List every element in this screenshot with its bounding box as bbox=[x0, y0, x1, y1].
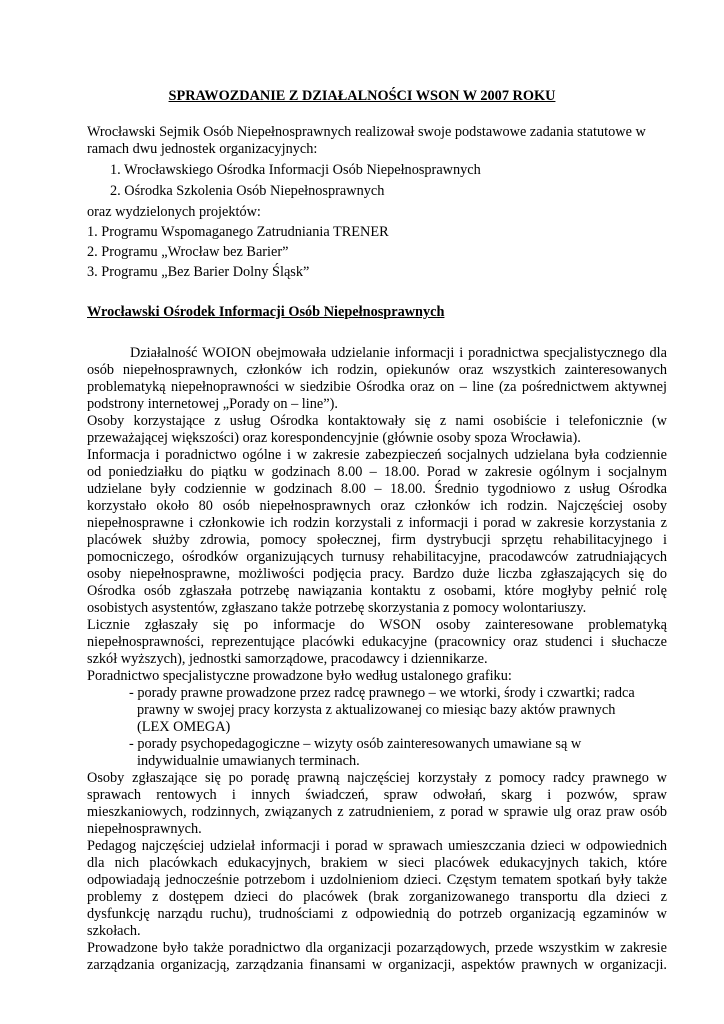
body-line: Działalność WOION obejmowała udzielanie informacji i poradnictwa specjalistycznego dla bbox=[130, 345, 667, 361]
body-line: przeważającej większości) oraz korespondencyjnie (głównie osoby spoza Wrocławia). bbox=[87, 430, 581, 446]
body-line: udzielane były codziennie w godzinach 8.00 – 18.00. Średnio tygodniowo z usług Ośrodka bbox=[87, 481, 667, 497]
project-item: 3. Programu „Bez Barier Dolny Śląsk” bbox=[87, 264, 310, 280]
body-line: szkół wyższych), jednostki samorządowe, pracodawcy i dziennikarze. bbox=[87, 651, 488, 667]
body-line: osoby niepełnosprawne, możliwości podjęcia pracy. Bardzo duże liczba zgłaszających się do bbox=[87, 566, 667, 582]
body-line: Osoby korzystające z usług Ośrodka kontaktowały się z nami osobiście i telefonicznie (w bbox=[87, 413, 667, 429]
body-line: dysfunkcję narządu ruchu), trudnościami z odpowiednią do potrzeb organizacją egzaminów w bbox=[87, 906, 667, 922]
body-line: Pedagog najczęściej udzielał informacji i porad w sprawach umieszczania dzieci w odpowiednich bbox=[87, 838, 667, 854]
body-line: korzystało około 80 osób niepełnosprawnych oraz członków ich rodzin. Najczęściej osoby bbox=[87, 498, 667, 514]
project-item: 1. Programu Wspomaganego Zatrudniania TRENER bbox=[87, 224, 389, 240]
list-item: - porady psychopedagogiczne – wizyty osób zainteresowanych umawiane są w bbox=[129, 736, 582, 752]
body-line: Informacja i poradnictwo ogólne i w zakresie zabezpieczeń socjalnych udzielana była codziennie bbox=[87, 447, 667, 463]
body-line: pomocniczego, ośrodków organizujących turnusy rehabilitacyjne, pracodawców zatrudniających bbox=[87, 549, 667, 565]
list-item: (LEX OMEGA) bbox=[137, 719, 231, 735]
unit-item: 2. Ośrodka Szkolenia Osób Niepełnosprawnych bbox=[110, 183, 385, 199]
body-line: Licznie zgłaszały się po informacje do WSON osoby zainteresowane problematyką bbox=[87, 617, 667, 633]
body-line: od poniedziałku do piątku w godzinach 8.00 – 18.00. Porad w zakresie ogólnym i socjalnym bbox=[87, 464, 667, 480]
body-line: placówek służby zdrowia, pomocy społecznej, firm dystrybucji sprzętu rehabilitacyjnego i bbox=[87, 532, 667, 548]
body-line: Poradnictwo specjalistyczne prowadzone było według ustalonego grafiku: bbox=[87, 668, 512, 684]
body-line: niepełnosprawnych. bbox=[87, 821, 202, 837]
list-item: indywidualnie umawianych terminach. bbox=[137, 753, 360, 769]
body-line: niepełnosprawne i członkowie ich rodzin korzystali z informacji i porad w zakresie korzystania z bbox=[87, 515, 667, 531]
body-line: problemy z dostępem dzieci do placówek (brak zorganizowanego transportu dla dzieci z bbox=[87, 889, 667, 905]
unit-item: 1. Wrocławskiego Ośrodka Informacji Osób Niepełnosprawnych bbox=[110, 162, 481, 178]
body-line: podstrony internetowej „Porady on – line”). bbox=[87, 396, 338, 412]
intro-line: ramach dwu jednostek organizacyjnych: bbox=[87, 141, 318, 157]
body-line: osobistych asystentów, zgłaszano także potrzebę skorzystania z pomocy wolontariuszy. bbox=[87, 600, 587, 616]
body-line: mieszkaniowych, rodzinnych, związanych z zatrudnieniem, z porad w sprawie ulg oraz praw osób bbox=[87, 804, 667, 820]
body-line: zarządzania organizacją, zarządzania finansami w organizacji, aspektów prawnych w organizacji. bbox=[87, 957, 667, 973]
body-line: osób niepełnosprawnych, członków ich rodzin, opiekunów oraz wszystkich zainteresowanych bbox=[87, 362, 667, 378]
section-heading: Wrocławski Ośrodek Informacji Osób Niepełnosprawnych bbox=[87, 304, 445, 320]
list-item: prawny w swojej pracy korzysta z aktualizowanej co miesiąc bazy aktów prawnych bbox=[137, 702, 616, 718]
list-item: - porady prawne prowadzone przez radcę prawnego – we wtorki, środy i czwartki; radca bbox=[129, 685, 635, 701]
body-line: sprawach rentowych i innych świadczeń, spraw odwołań, skarg i pozwów, spraw bbox=[87, 787, 667, 803]
body-line: Prowadzone było także poradnictwo dla organizacji pozarządowych, przede wszystkim w zakresie bbox=[87, 940, 667, 956]
body-line: odpowiadają jednocześnie potrzebom i uzdolnieniom dzieci. Częstym tematem spotkań były także bbox=[87, 872, 667, 888]
project-item: 2. Programu „Wrocław bez Barier” bbox=[87, 244, 289, 260]
body-line: Ośrodka osób zgłaszała potrzebę nawiązania kontaktu z osobami, które mogłyby pełnić rolę bbox=[87, 583, 667, 599]
body-line: niepełnosprawności, reprezentujące placówki edukacyjne (pracownicy oraz studenci i słuchacze bbox=[87, 634, 667, 650]
page-title: SPRAWOZDANIE Z DZIAŁALNOŚCI WSON W 2007 ROKU bbox=[168, 88, 556, 104]
body-line: dla nich placówkach edukacyjnych, brakiem w sieci placówek edukacyjnych takich, które bbox=[87, 855, 667, 871]
projects-intro: oraz wydzielonych projektów: bbox=[87, 204, 261, 220]
body-line: szkołach. bbox=[87, 923, 141, 939]
body-line: problematyką niepełnoprawności w siedzibie Ośrodka oraz on – line (za pośrednictwem aktywnej bbox=[87, 379, 667, 395]
intro-line: Wrocławski Sejmik Osób Niepełnosprawnych realizował swoje podstawowe zadania statutowe w bbox=[87, 124, 646, 140]
body-line: Osoby zgłaszające się po poradę prawną najczęściej korzystały z pomocy radcy prawnego w bbox=[87, 770, 667, 786]
